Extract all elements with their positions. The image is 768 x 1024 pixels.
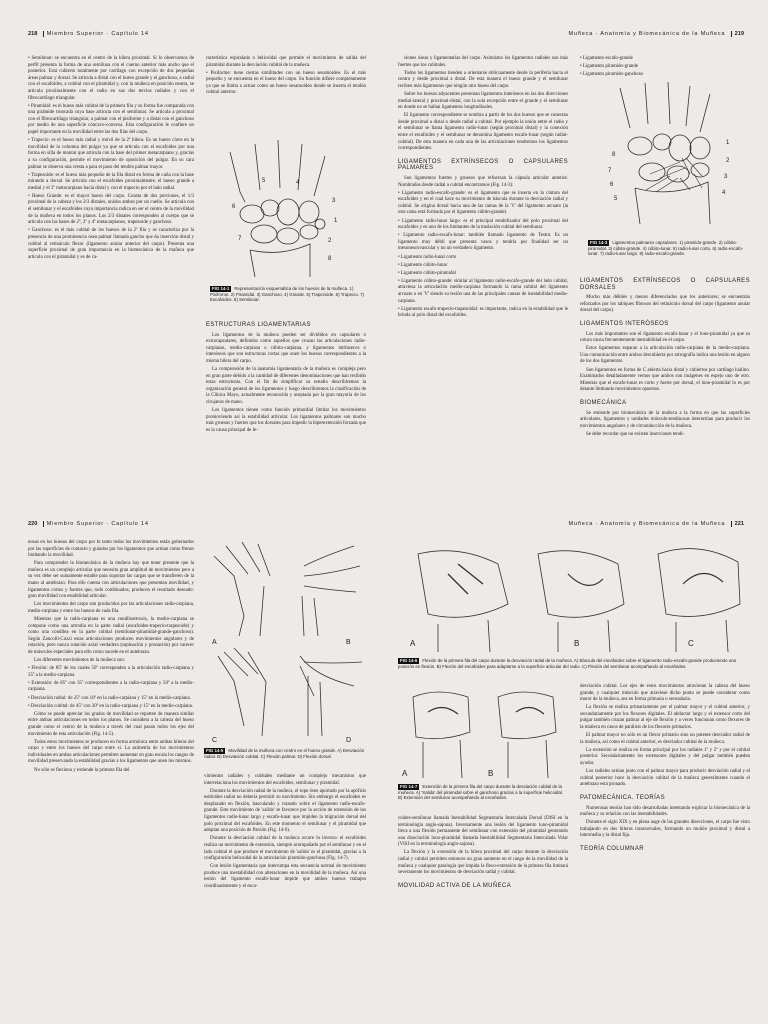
text-column-right-bottom xyxy=(206,316,366,436)
label-d: D xyxy=(346,737,352,744)
running-header xyxy=(28,521,149,527)
paragraph: Todos estos movimientos se producen en forma armónica entre ambas hileras del carpo y entre los huesos del carpo entre sí. La asimetría de los movimientos individuales en ambas articulaciones permiten aumentar en gran escala los rangos de movilidad preservando la estabilidad gracias a los ligamentos que unen los mismos. xyxy=(28,739,194,765)
paragraph: vimientos radiales y cubitales mediante un complejo mecanismo que interrelaciona los movimientos del escafoides, semilunar y piramidal. xyxy=(204,774,366,786)
page-number: 220 xyxy=(28,521,38,527)
label-a: A xyxy=(410,639,416,648)
svg-text:8: 8 xyxy=(328,256,332,262)
paragraph: Son ligamentos en forma de C abierta hacia distal y cubiertos por cartílago hialino. Examinados detalladamente vemos que ambos son imágenes en espejo uno de otro. Mientras que el escafo-lunar es corto y fuerte por dorsal, el luno-piramidal lo es por delante limitando movimientos opuestos. xyxy=(580,367,750,393)
paragraph: • Trapezoide: es el hueso más pequeño de la fila distal en forma de cuña con la base mirando a dorsal. Se articula con el escafoides proximalmente, el hueso grande a medial y el 2º metacarpiano hacia distal y con el trapecio por el lado radial. xyxy=(28,172,194,191)
label-a: A xyxy=(402,769,408,778)
text-column-right xyxy=(580,56,750,80)
paragraph: Son ligamentos fuertes y gruesos que refuerzan la cápsula articular anterior. Nombrados desde radial a cubital encontramos (Fig. 14-3): xyxy=(398,176,568,188)
page-218 xyxy=(0,0,384,512)
figure-tag: FIG 14-5 xyxy=(206,748,224,753)
header-title: Miembro Superior · Capítulo 14 xyxy=(46,31,149,37)
list-item: • Ligamento piramido-ganchoso xyxy=(580,72,644,78)
grande-shape xyxy=(277,199,299,225)
paragraph: Los movimientos del carpo son producidos por las articulaciones radio-carpiana, medio-carpiana y entre los huesos de cada fila. xyxy=(28,602,194,614)
radius-ulna-outline xyxy=(250,244,310,277)
text-column-right xyxy=(204,774,366,892)
svg-text:5: 5 xyxy=(262,178,266,184)
section-title: TEORÍA COLUMNAR xyxy=(580,845,645,852)
svg-text:8: 8 xyxy=(612,152,616,158)
figure-caption xyxy=(398,658,748,669)
text-column-right-lower xyxy=(580,272,750,440)
caption-text: Ligamentos palmares capsulares. 1) piramido-grande. 2) cúbito-piramidal. 3) cúbito-grande. 4) cúbito-lunar. 5) radio-lunar corto. 6) radio-escafo-lunar. 7) radio-lunar largo. 8) radio-escafo-grande. xyxy=(588,240,744,257)
list-item: • Ligamento cúbito-lunar xyxy=(398,262,448,268)
palmar-ligaments-figure xyxy=(590,78,748,228)
paragraph: Los diferentes movimientos de la muñeca son: xyxy=(34,658,125,664)
paragraph: Los más importantes son el ligamento escafo-lunar y el luno-piramidal ya que su rotura causa frecuentemente inestabilidad en el carpo. xyxy=(580,331,750,344)
paragraph: El ligamento correspondiente se nombra a partir de los dos huesos que se conectan desde proximal a distal o desde radial a cubital. Por ejemplo la unión entre el radio y el semilunar se llama ligamento radio-lunar (según proximal distal) y la conexión entre el escafoides y el semilunar se denomina ligamento escafo-lunar (según radial-cubital). De esta manera en cada una de las articulaciones tendremos los ligamentos correspondientes. xyxy=(398,113,568,152)
figure-tag: FIG 14-6 xyxy=(400,658,418,663)
list-item: • Desviación cubital: de 45º con 30º en la radio-carpiana y 15º en la medio-carpiana. xyxy=(28,703,194,709)
paragraph: • Piramidal: es el hueso más cubital de la primera fila y su forma fue comparada con una pirámide truncada cuya base articula con el semilunar. Se articula a proximal con el fibrocartílago triangular, a palmar con el pisiforme y a distal con el ganchoso por medio de una superficie cóncavo-convexa. Esta configuración le confiere un papel importante en la movilidad entre las dos filas del carpo. xyxy=(28,103,194,136)
paragraph: Se debe recordar que no existen inserciones tendi- xyxy=(586,431,685,437)
paragraph: No sólo se flexiona y extiende la primera fila del xyxy=(34,767,130,773)
list-item: • Ligamento radio-lunar largo: es el principal estabilizador del polo proximal del escafoides y es uno de los limitantes de la traslación cubital del semilunar. xyxy=(398,218,568,231)
paragraph: • Pisiforme: tiene ciertas similitudes con un hueso sesamoideo. Es el más pequeño y se encuentra en el hueso del carpo. Su función difiere completamente ya que se limita a actuar como un hueso sesamoideo donde se inserta el tendón cubital anterior. xyxy=(206,70,366,96)
label-c: C xyxy=(688,639,694,648)
pisiforme-shape xyxy=(315,219,325,229)
header-title: Miembro Superior · Capítulo 14 xyxy=(46,521,149,527)
text-column-left xyxy=(28,56,194,263)
section-title: LIGAMENTOS EXTRÍNSECOS O CAPSULARES PALMARES xyxy=(398,158,568,172)
paragraph: Estos ligamentos separan a la articulación radio-carpiana de la medio-carpiana. Una comunicación entre ambos descubierta por artrografía indica una lesión en alguno de los dos ligamentos. xyxy=(580,346,750,365)
paragraph: La extensión se realiza en forma principal por los radiales 1º y 2º y por el cubital posterior. Secundariamente los extensores digitales y del pulgar también pueden ayudar. xyxy=(580,747,750,767)
running-header xyxy=(569,521,744,527)
paragraph: • Hueso Grande: es el mayor hueso del carpo. Consta de dos porciones, el 1/3 proximal de la cabeza y los 2/3 distales, unidos ambos por un cuello. Se articula con el semilunar y el escafoides cuya importancia radica en ser el centro de la movilidad de la muñeca en todos los planos. Los 2/3 distales corresponden al cuerpo que se articula con las bases de 2º, 3º y 4º metacarpianos, trapezoide y ganchoso. xyxy=(28,193,194,226)
list-item: • Desviación radial: de 25º con 10º en la radio-carpiana y 15º en la medio-carpiana. xyxy=(28,695,191,701)
paragraph: El palmar mayor no sólo es un flexor primario sino un potente desviador radial de la muñeca, así como el cubital anterior, es desviador cubital de la muñeca. xyxy=(580,733,750,745)
caption-text: Extensión de la primera fila del carpo durante la desviación cubital de la muñeca. A) 'Salida' del piramidal sobre el ganchoso gracias a la superficie helicoidal. B) Extensión del semilunar acompañando al escafoides. xyxy=(398,784,563,801)
paragraph: desviación cubital. Los ejes de estos movimientos atraviesan la cabeza del hueso grande, y cualquier músculo que atraviese dicho punto se puede considerar como motor de la muñeca, sea en forma primaria o secundaria. xyxy=(580,684,750,703)
figure-tag: FIG 14-3 xyxy=(590,240,608,245)
paragraph: Sobre los huesos adyacentes presentan ligamentos interóseos en las dos direcciones medial-lateral y proximal-distal, con la sola excepción entre el grande y el semilunar en donde no se hallan ligamentos longitudinales. xyxy=(398,91,568,111)
running-header xyxy=(28,31,149,37)
page-219 xyxy=(384,0,768,512)
caption-text: Representación esquemática de los huesos de la muñeca. 1) Pisiforme. 2) Piramidal. 3) Ganchoso. 4) Grande. 5) Trapezoide. 6) Trapecio. 7) Escafoides. 8) Semilunar. xyxy=(210,286,364,303)
section-title: LIGAMENTOS INTERÓSEOS xyxy=(580,320,669,327)
section-title: LIGAMENTOS EXTRÍNSECOS O CAPSULARES DORSALES xyxy=(580,278,750,291)
paragraph: • Ganchoso: es el más cubital de los huesos de la 2ª fila y se caracteriza por la presencia de una prominencia ósea palmar llamada gancho que da inserción distal y cubital al retináculo flexor (ligamento anular anterior del carpo). Presenta una superficie proximal de gran importancia en la biomecánica de la muñeca que articula con el piramidal y es de ca- xyxy=(28,228,194,260)
paragraph: • Trapecio: es el hueso más radial y móvil de la 2ª hilera. Es un hueso clave en la movilidad de la columna del pulgar ya que se articula con el escafoides por una forma en silla de montar que articula con la base del primer metacarpiano y, gracias a su configuración, permite el movimiento de oposición del pulgar. En su cara palmar se observa una cresta a para el paso del tendón palmar mayor. xyxy=(28,138,194,170)
text-column-right-top xyxy=(206,56,366,99)
list-item: • Ligamento radio-escafo-grande: es el ligamento que se inserta en la cintura del escafoides y en el cual hace su movimiento de báscula durante la desviación radial y cubital. Se origina dorsal hacia una de las ramas de la 'V' del ligamento arcuato (la otra rama está formada por el ligamento cúbito-grande). xyxy=(398,190,568,216)
ulnar-deviation-figure xyxy=(398,682,568,782)
paragraph: Mucho más débiles y menos diferenciados que los anteriores; se encuentran reforzados por los tabiques fibrosos del retináculo dorsal del carpo (ligamento anular dorsal del carpo). xyxy=(580,295,750,314)
paragraph: Los ligamentos tienen como función primordial limitar los movimientos promoviendo así la estabilidad articular. Los ligamentos palmares son mucho más gruesos y fuertes que los dorsales para impedir la hiperextensión forzada que es la causa principal de le- xyxy=(206,408,366,433)
svg-text:7: 7 xyxy=(608,168,612,174)
trapezoide-shape xyxy=(261,200,279,216)
paragraph: Los radiales actúan junto con el palmar mayor para producir desviación radial y el cubital posterior hace la desviación cubital de la muñeca generalmente cuando el antebrazo está pronado. xyxy=(580,769,750,788)
svg-text:4: 4 xyxy=(296,180,300,186)
list-item: • Flexión: de 85º de los cuales 50º corresponden a la articulación radio-carpiana y 35º a la medio-carpiana. xyxy=(28,666,194,678)
page-number: 221 xyxy=(734,521,744,527)
paragraph: La comprensión de la anatomía ligamentaria de la muñeca es compleja pero en gran parte debido a la cantidad de diferentes denominaciones que han recibido estas estructuras. Con el fin de simplificar su estudio describiremos la organización general de los ligamentos y luego describiremos la clasificación de la Clínica Mayo, actualmente reconocida y aceptada por la gran mayoría de los cirujanos de mano. xyxy=(206,367,366,406)
svg-text:6: 6 xyxy=(232,204,236,210)
paragraph: Durante la desviación cubital de la muñeca ocurre lo inverso: el escafoides realiza un movimiento de extensión, siempre acompañado por el semilunar y en el lado cubital el que produce el movimiento de 'salida' es el piramidal, gracias a la configuración helicoidal de la articulación piramido-ganchosa (Fig. 14-7). xyxy=(204,836,366,862)
list-item: • Ligamento radio-lunar corto xyxy=(398,254,457,260)
paragraph: siones óseas y ligamentarias del carpo. Asimismo los ligamentos radiales son más fuertes que los cubitales. xyxy=(398,56,568,68)
page-number: 218 xyxy=(28,31,38,37)
figure-tag: FIG 14-7 xyxy=(400,784,418,789)
svg-text:5: 5 xyxy=(614,196,618,202)
list-item: • Ligamento piramido-grande xyxy=(580,64,638,70)
label-b: B xyxy=(488,769,494,778)
paragraph: Se entiende por biomecánica de la muñeca a la forma en que las superficies articulares, ligamentos y unidades músculo-tendinosas interactúan para producir los movimientos angulares y de circunducción de la muñeca. xyxy=(580,410,750,429)
piramidal-shape xyxy=(300,225,318,239)
paragraph: Durante el siglo XIX y en plena auge de las grandes disecciones, el carpo fue visto trabajando en dos hileras transversales, formando un muñón proximal y distal a intermedia y la distal fija. xyxy=(580,820,750,839)
list-item: • Ligamento escafo-grande xyxy=(580,56,633,61)
label-b: B xyxy=(346,639,351,646)
figure-caption xyxy=(398,784,568,801)
section-title: ESTRUCTURAS LIGAMENTARIAS xyxy=(206,322,311,328)
figure-tag: FIG 14-1 xyxy=(212,286,230,291)
label-b: B xyxy=(574,639,580,648)
paragraph: Mientras que la radio-carpiana es una condiloartrosis, la medio-carpiana se compone como una artrodia en la parte radial (escafoides-trapecio-trapezoide) y como una condílea en la parte cubital (semilunar-piramidal-grande-ganchoso). Según Zancolli-Cozzi estas articulaciones producen movimientos angulares y de rotación, pero nunca rotación axial verdadera (supinación y pronación) por carecer de músculos especiales para ello como sucede en el antebrazo. xyxy=(28,617,194,655)
label-a: A xyxy=(212,639,217,646)
carpal-bones-figure xyxy=(210,132,360,282)
trapecio-shape xyxy=(240,205,264,223)
list-item: • Ligamento escafo-trapecio-trapezoidal: es importante, radica en la estabilidad que le brinda al polo distal del escafoides. xyxy=(398,306,568,319)
paragraph: • Semilunar: se encuentra en el centro de la hilera proximal. Si lo observamos de perfil presenta la forma de una semiluna con el cuerno anterior más ancho que el posterior. Está cubierto totalmente por cartílago con excepción de dos pequeñas áreas palmar y dorsal. Se articula a distal con el hueso grande y el ganchoso, a radial con el escafoides, a cubital con el piramidal y, con la muñeca en posición neutra, se articula proximalmente con el radio en sus dos tercios radiales y con el fibrocartílago triangular. xyxy=(28,56,194,101)
paragraph: Durante la desviación radial de la muñeca, el tope óseo aportado por la apófisis estiloides radial no debería permitir su movimiento. Sin embargo el escafoides es desplazado en flexión, basculando y rotando sobre el ligamento radio-escafo-grande. Este movimiento de 'salida' se favorece por la acción de extensión de los ligamentos radio-lunar largo y escafo-lunar que impiden la migración dorsal del polo proximal del escafoides. En este momento el semilunar y el piramidal que adoptan una posición de flexión (Fig. 14-6). xyxy=(204,788,366,834)
paragraph: racterística espiralada o helicoidal que permite el movimiento de salida del piramidal durante la desviación cubital de la muñeca. xyxy=(206,56,366,68)
svg-text:2: 2 xyxy=(726,158,730,164)
paragraph: Todos los ligamentos tienden a orientarse oblicuamente desde la periferia hacia el centro y desde proximal a distal. De esta manera el hueso grande y el semilunar reciben más ligamentos que ningún otro hueso del carpo. xyxy=(398,70,568,89)
svg-text:6: 6 xyxy=(610,182,614,188)
text-column-right xyxy=(580,684,750,857)
list-item: • Ligamento radio-escafo-lunar: también llamado ligamento de Testut. Es un ligamento muy débil que presenta vasos y tendría por finalidad ser un mesoneurovascular y no un verdadero ligamento. xyxy=(398,233,568,252)
text-column-left xyxy=(28,540,194,776)
page-221 xyxy=(384,512,768,1024)
svg-text:3: 3 xyxy=(724,174,728,180)
label-c: C xyxy=(212,737,218,744)
svg-text:2: 2 xyxy=(328,238,332,244)
radial-deviation-figure xyxy=(398,534,748,654)
paragraph: Los ligamentos de la muñeca pueden ser divididos en capsulares o extracapsulares, definidos como aquellos que cruzan las articulaciones radio-carpianas, medio-carpiana o cúbito-carpiana, y ligamentos intrínsecos o interóseos que son estructuras cortas que unen los huesos correspondientes a la misma hilera del carpo. xyxy=(206,332,366,364)
paragraph: Numerosas teorías han sido desarrolladas intentando explicar la biomecánica de la muñeca y su relación con las inestabilidades. xyxy=(580,805,750,818)
list-item: • Ligamento cúbito-piramidal xyxy=(398,270,456,276)
section-title: MOVILIDAD ACTIVA DE LA MUÑECA xyxy=(398,882,512,889)
page-220 xyxy=(0,512,384,1024)
text-column-left xyxy=(398,56,568,321)
svg-text:3: 3 xyxy=(332,198,336,204)
running-header xyxy=(569,31,744,37)
page-number: 219 xyxy=(734,31,744,37)
header-title: Muñeca · Anatomía y Biomecánica de la Muñeca xyxy=(568,31,726,37)
figure-caption xyxy=(588,240,750,257)
paragraph: La flexión se realiza primariamente por el palmar mayor y el cubital anterior, y secundariamente por los flexores digitales. El abductor largo y el extensor corto del pulgar también cruzan palmar al eje de flexión y a veces funcionan como flexores de la muñeca en casos de parálisis de los flexores primarios. xyxy=(580,705,750,731)
escafoides-shape xyxy=(251,225,277,243)
ganchoso-shape xyxy=(299,201,319,223)
list-item: • Extensión: de 85º con 35º correspondientes a la radio-carpiana y 50º a la medio-carpiana. xyxy=(28,680,194,693)
caption-text: Movilidad de la muñeca con centro en el hueso grande. A) Desviación radial. B) Desviación cubital. C) Flexión palmar. D) Flexión dorsal. xyxy=(204,748,365,759)
svg-text:1: 1 xyxy=(334,218,338,224)
paragraph: nosas en los huesos del carpo por lo tanto todos los movimientos están gobernados por las superficies de contacto y guiados por los ligamentos que actúan como frenos limitando la movilidad. xyxy=(28,540,194,559)
text-column-left xyxy=(398,816,568,893)
svg-text:7: 7 xyxy=(238,236,242,242)
paragraph: Con lesión ligamentaria que interrumpa esta secuencia normal de movimiento produce una inestabilidad con alteraciones en la movilidad de la muñeca. Así una lesión del ligamento escafo-lunar impide que ambos huesos trabajen coordinadamente y el esca- xyxy=(204,864,366,889)
wrist-mobility-figure xyxy=(204,536,368,746)
paragraph: Cómo se puede apreciar los grados de movilidad se reparten de manera similar entre ambas articulaciones en todos los planos. Se considera a la cabeza del hueso grande como el centro de la muñeca a través del cual pasan todos los ejes del movimiento de esta articulación (Fig. 14-5). xyxy=(28,711,194,737)
semilunar-shape xyxy=(277,228,299,244)
section-title: BIOMECÁNICA xyxy=(580,399,627,406)
caption-text: Flexión de la primera fila del carpo durante la desviación radial de la muñeca. A) Báscula del escafoides sobre el ligamento radio-escafo-grande produciendo una posición en flexión. B) Flexión del escafoides para adaptarse a la superficie articular del radio. C) Flexión del semilunar acompañando al escafoides. xyxy=(398,658,736,669)
section-title: PATOMECÁNICA. TEORÍAS xyxy=(580,794,665,801)
figure-caption xyxy=(210,286,368,303)
header-title: Muñeca · Anatomía y Biomecánica de la Muñeca xyxy=(568,521,726,527)
metacarpal-lines xyxy=(230,140,325,202)
list-item: • Ligamento cúbito-grande: similar al ligamento radio-escafo-grande del lado cubital, atraviesa la articulación medio-carpiana formando la rama cubital del ligamento arcuato o en 'V' siendo su lesión una de las principales causas de inestabilidad medio-carpiana. xyxy=(398,278,568,304)
paragraph: coides-semilunar llamada Inestabilidad Segmentaria Intercalada Dorsal (DISI en la terminología anglo-sajona). Inversamente una lesión del ligamento luno-piramidal lleva a una flexión permanente del semilunar con extensión del piramidal generando una disociación luno-piramidal llamada Inestabilidad Segmentaria Intercalada Volar (VISI en la terminología anglo-sajona). xyxy=(398,816,568,848)
paragraph: Para comprender la biomecánica de la muñeca hay que tener presente que la muñeca es un complejo articular que necesita gran amplitud de movimientos pero a su vez debe ser sumamente estable para soportar las cargas que se transfieren de la mano al antebrazo. Para ello cuenta con articulaciones que presentan movilidad, y ligamentos cortos y fuertes que, todo combinados, producen el resultado deseado: gran movilidad con estabilidad articular. xyxy=(28,561,194,600)
svg-text:1: 1 xyxy=(726,140,730,146)
figure-caption xyxy=(204,748,366,759)
svg-text:4: 4 xyxy=(722,190,726,196)
paragraph: La flexión y la extensión de la hilera proximal del carpo durante la desviación radial y cubital permiten entonces un gran aumento en el rango de la movilidad de la muñeca y cualquier patología que impida la flexo-extensión de la primera fila limitará severamente los movimientos de desviación radial y cubital. xyxy=(398,850,568,876)
